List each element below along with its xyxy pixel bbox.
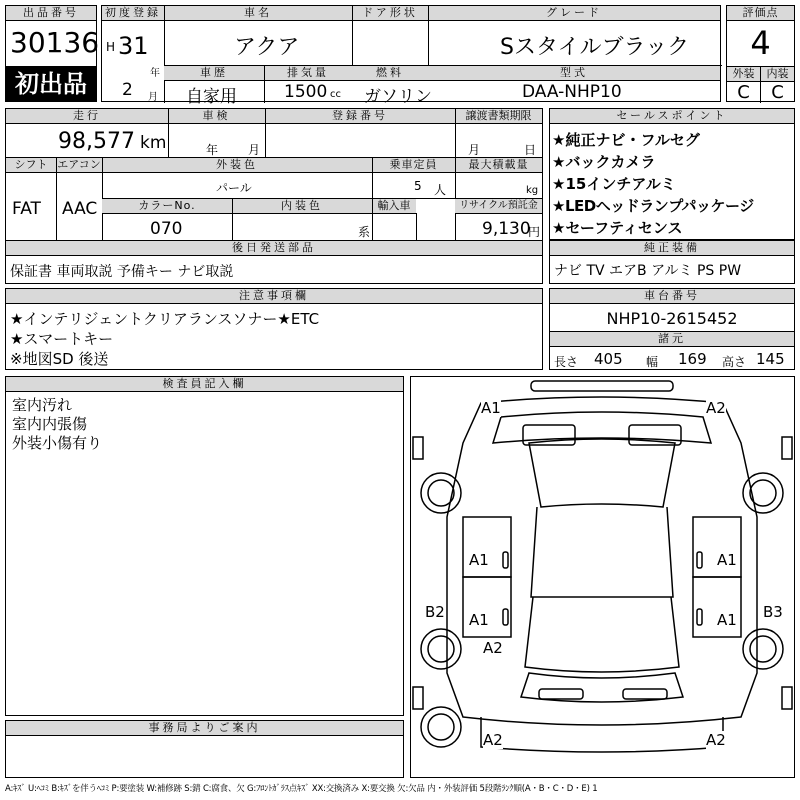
length-label: 長さ bbox=[554, 355, 579, 369]
details-box bbox=[5, 108, 543, 284]
model-label: 型式 bbox=[428, 66, 720, 81]
score-box bbox=[726, 5, 795, 102]
deadline-month-unit: 月 bbox=[468, 143, 481, 157]
interior-color-label: 内装色 bbox=[232, 199, 372, 214]
caution-line: ※地図SD 後送 bbox=[10, 350, 109, 368]
inspector-line: 室内内張傷 bbox=[12, 415, 88, 433]
car-name: アクア bbox=[234, 35, 300, 60]
inspector-line: 外装小傷有り bbox=[12, 434, 103, 452]
damage-mark: A1 bbox=[481, 399, 501, 417]
recycle: 9,130 bbox=[482, 219, 531, 239]
mileage-label: 走行 bbox=[6, 109, 168, 124]
first-reg-label: 初度登録 bbox=[102, 6, 164, 21]
shift: FAT bbox=[12, 199, 41, 219]
damage-mark: A1 bbox=[469, 551, 489, 569]
first-listing-badge: 初出品 bbox=[5, 66, 97, 102]
office-label: 事務局よりご案内 bbox=[6, 721, 403, 736]
later-parts: 保証書 車両取説 予備キー ナビ取説 bbox=[10, 264, 234, 280]
deadline-day-unit: 日 bbox=[524, 143, 537, 157]
model: DAA-NHP10 bbox=[522, 82, 622, 102]
color-no: 070 bbox=[150, 219, 183, 239]
inspector-label: 検査員記入欄 bbox=[6, 377, 403, 392]
length: 405 bbox=[594, 350, 623, 368]
era: H bbox=[106, 40, 116, 54]
chassis-number: NHP10-2615452 bbox=[606, 309, 738, 328]
damage-mark: B3 bbox=[763, 603, 783, 621]
score: 4 bbox=[750, 24, 771, 62]
first-reg-month: 2 bbox=[122, 80, 133, 100]
damage-mark: A2 bbox=[483, 731, 503, 749]
legend: A:ｷｽﾞ U:ﾍｺﾐ B:ｷｽﾞを伴うﾍｺﾐ P:要塗装 W:補修跡 S:錆 C:腐食、欠 G:ﾌﾛﾝﾄｶﾞﾗｽ点ｷｽﾞ XX:交換済み X:要交換 欠:欠品 内・外装評価 5段階ﾗﾝｸ順(A・B・C・D・E) 1 bbox=[5, 784, 598, 794]
history-label: 車歴 bbox=[164, 66, 264, 81]
load-label: 最大積載量 bbox=[455, 158, 542, 173]
chassis-label: 車台番号 bbox=[550, 289, 794, 304]
door-label: ドア形状 bbox=[352, 6, 428, 21]
ac-label: エアコン bbox=[57, 158, 101, 171]
color-no-label: カラーNo. bbox=[102, 199, 232, 214]
sales-point: ★純正ナビ・フルセグ bbox=[552, 131, 700, 149]
displacement: 1500 bbox=[284, 82, 328, 102]
seats-label: 乗車定員 bbox=[372, 158, 455, 173]
equipment-box bbox=[549, 240, 795, 284]
sales-point: ★セーフティセンス bbox=[552, 219, 683, 237]
color: パール bbox=[216, 181, 252, 195]
fuel-label: 燃料 bbox=[352, 66, 428, 81]
plate-label: 登録番号 bbox=[265, 109, 455, 124]
sales-point: ★バックカメラ bbox=[552, 153, 656, 171]
damage-mark: A2 bbox=[706, 399, 726, 417]
sales-points-box bbox=[549, 108, 795, 240]
year-unit: 年 bbox=[150, 68, 160, 79]
shift-label: シフト bbox=[6, 158, 56, 173]
displacement-label: 排気量 bbox=[264, 66, 352, 81]
height-label: 高さ bbox=[722, 355, 747, 369]
recycle-unit: 円 bbox=[528, 225, 541, 239]
damage-mark: A2 bbox=[483, 639, 503, 657]
deadline-label: 譲渡書類期限 bbox=[455, 109, 542, 124]
inspector-line: 室内汚れ bbox=[12, 396, 73, 414]
damage-diagram bbox=[410, 376, 795, 778]
listing-number-label: 出品番号 bbox=[6, 6, 96, 21]
inspection-label: 車検 bbox=[168, 109, 265, 124]
caution-line: ★インテリジェントクリアランスソナー★ETC bbox=[10, 310, 320, 328]
height: 145 bbox=[756, 350, 785, 368]
seats-unit: 人 bbox=[434, 183, 447, 197]
inspection-year-unit: 年 bbox=[206, 143, 219, 157]
exterior-label: 外装 bbox=[727, 67, 760, 82]
car-diagram bbox=[411, 377, 794, 777]
interior-label: 内装 bbox=[761, 67, 794, 82]
car-name-label: 車名 bbox=[164, 6, 352, 21]
damage-mark: A2 bbox=[706, 731, 726, 749]
recycle-label: リサイクル預託金 bbox=[455, 199, 542, 214]
load-unit: kg bbox=[526, 185, 539, 196]
width-label: 幅 bbox=[646, 355, 659, 369]
month-unit: 月 bbox=[148, 92, 158, 103]
seats: 5 bbox=[414, 179, 422, 193]
import-label: 輸入車 bbox=[372, 199, 416, 214]
exterior-score: C bbox=[737, 82, 750, 103]
inspector-box bbox=[5, 376, 404, 716]
fuel: ガソリン bbox=[364, 87, 432, 107]
chassis-box bbox=[549, 288, 795, 370]
mileage-unit: km bbox=[140, 133, 167, 153]
vehicle-header-box bbox=[101, 5, 721, 107]
ac: AAC bbox=[62, 199, 98, 219]
damage-mark: B2 bbox=[425, 603, 445, 621]
interior-color-unit: 系 bbox=[358, 225, 371, 239]
grade-label: グレード bbox=[428, 6, 720, 21]
sales-point: ★LEDヘッドランプパッケージ bbox=[552, 197, 754, 215]
displacement-unit: cc bbox=[330, 89, 341, 100]
sales-points-label: セールスポイント bbox=[550, 109, 794, 124]
listing-number: 30136 bbox=[10, 26, 100, 59]
office-box bbox=[5, 720, 404, 778]
first-reg-year: 31 bbox=[118, 32, 149, 60]
width: 169 bbox=[678, 350, 707, 368]
dims-label: 諸元 bbox=[550, 332, 794, 347]
history: 自家用 bbox=[186, 87, 237, 107]
damage-mark: A1 bbox=[717, 551, 737, 569]
caution-line: ★スマートキー bbox=[10, 330, 114, 348]
mileage: 98,577 bbox=[58, 129, 135, 154]
grade: Sスタイルブラック bbox=[500, 35, 690, 60]
equipment-items: ナビ TV エアB アルミ PS PW bbox=[554, 263, 742, 279]
sales-point: ★15インチアルミ bbox=[552, 175, 676, 193]
equipment-label: 純正装備 bbox=[550, 240, 794, 256]
inspection-month-unit: 月 bbox=[248, 143, 261, 157]
interior-score: C bbox=[771, 82, 784, 103]
caution-box bbox=[5, 288, 543, 370]
damage-mark: A1 bbox=[717, 611, 737, 629]
damage-mark: A1 bbox=[469, 611, 489, 629]
score-label: 評価点 bbox=[727, 6, 794, 21]
color-label: 外装色 bbox=[102, 158, 372, 173]
caution-label: 注意事項欄 bbox=[6, 289, 542, 304]
later-parts-label: 後日発送部品 bbox=[6, 241, 542, 256]
